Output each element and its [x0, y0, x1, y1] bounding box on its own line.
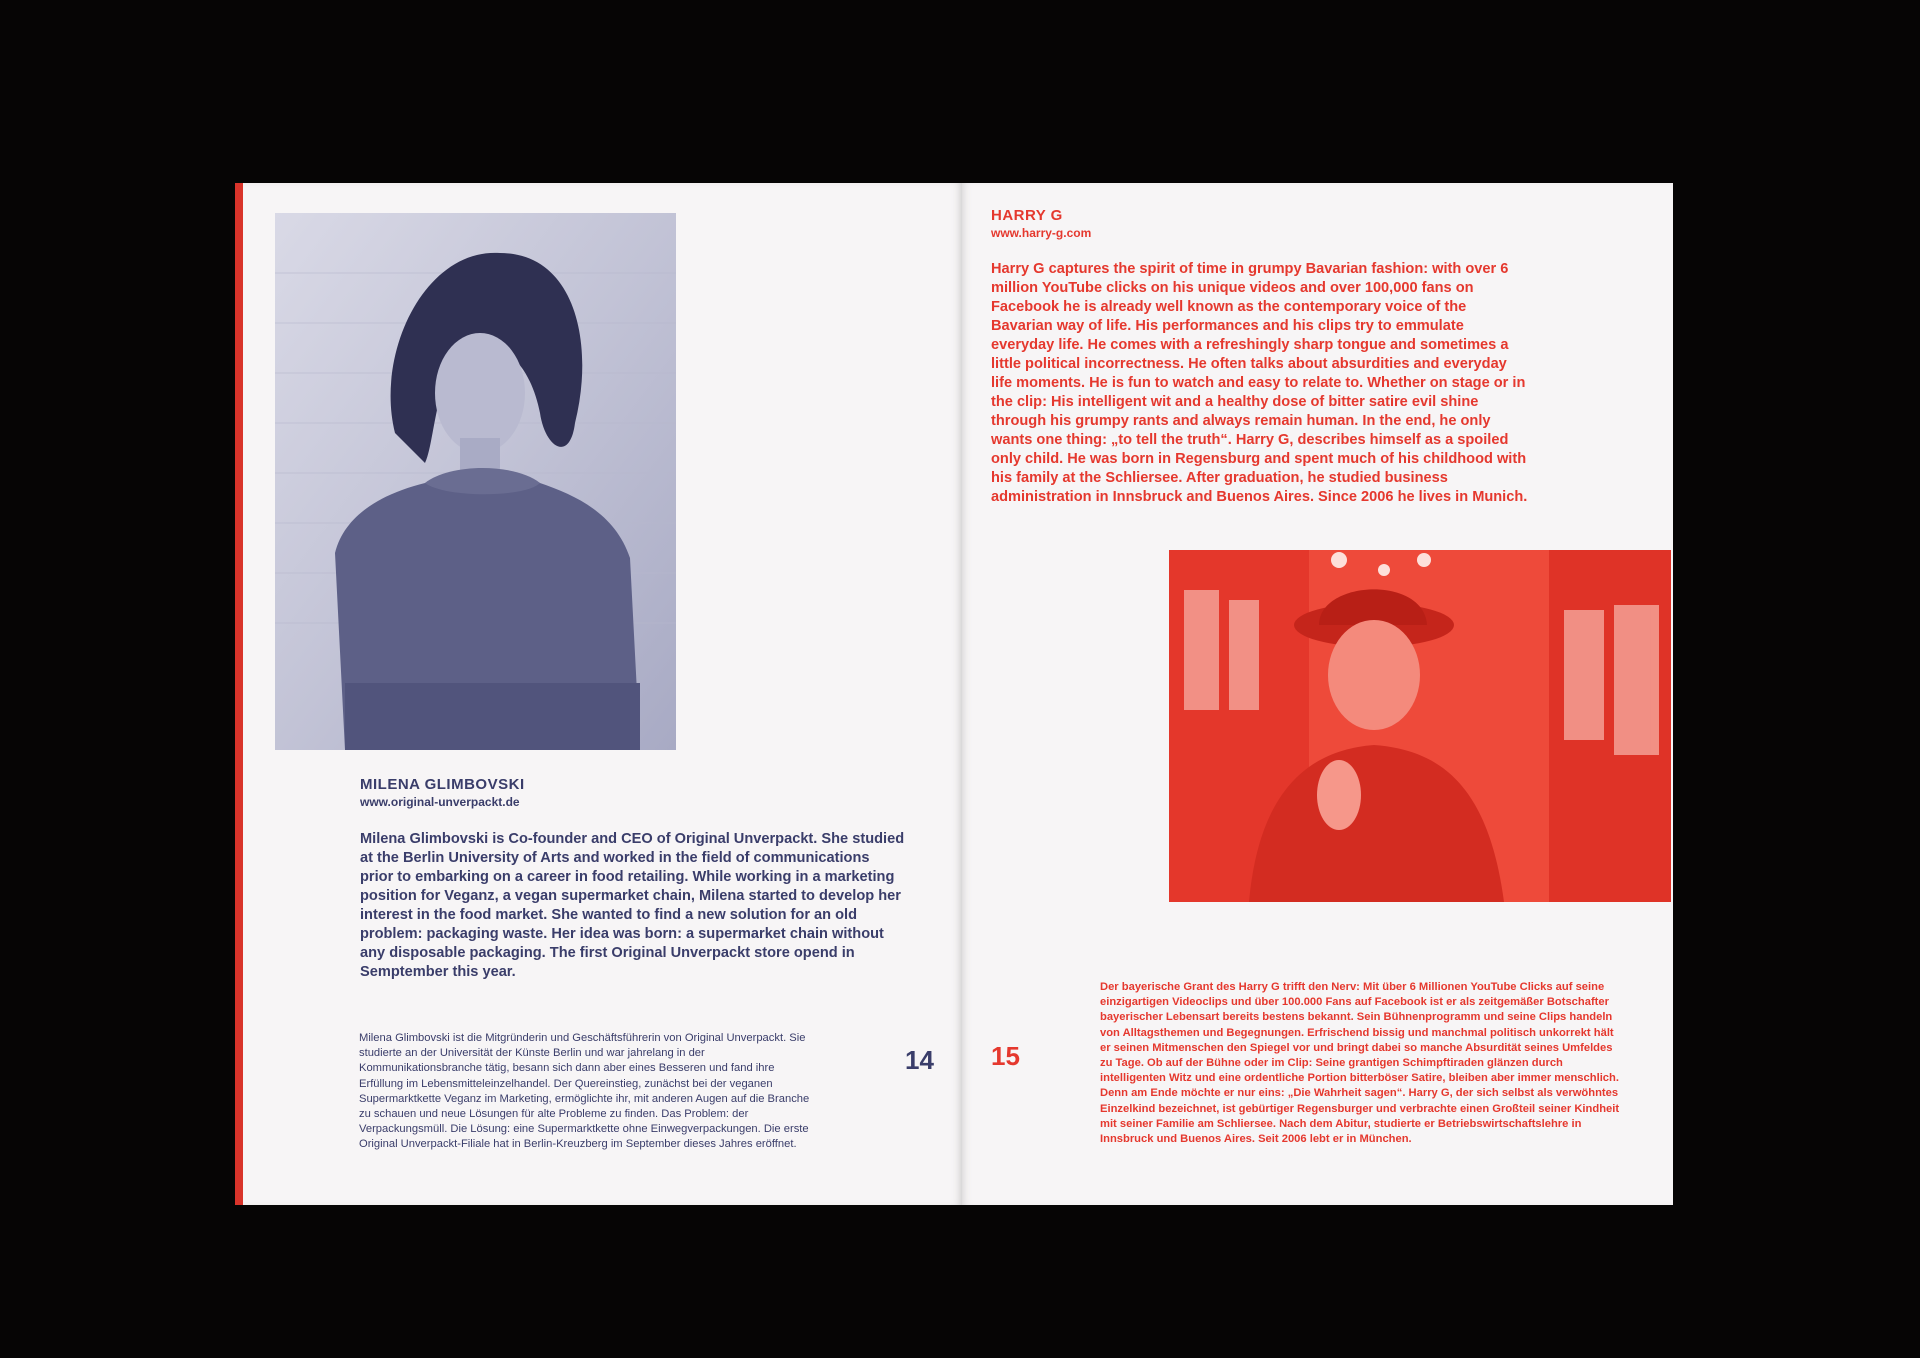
page-number: 14: [905, 1045, 934, 1075]
bio-english: Milena Glimbovski is Co-founder and CEO of Original Unverpackt. She studied at the Berlin University of Arts and worked in the field of communications prior to embarking on a career in food retailing. While working in a marketing position for Veganz, a vegan supermarket chain, Milena started to develop her interest in the food market. She wanted to find a new solution for an old problem: packaging waste. Her idea was born: a supermarket chain without any disposable packaging. The first Original Unverpackt store opend in Semptember this year.: [360, 831, 905, 980]
right-page: [962, 183, 1673, 1205]
bio-english: Harry G captures the spirit of time in grumpy Bavarian fashion: with over 6 million YouTube clicks on his unique videos and over 100,000 fans on Facebook he is already well known as the contemporary voice of the Bavarian way of life. His performances and his clips try to emmulate everyday life. He comes with a refreshingly sharp tongue and sometimes a little political incorrectness. He often talks about absurdities and everyday life moments. He is fun to watch and easy to relate to. Whether on stage or in the clip: His intelligent wit and a healthy dose of bitter satire evil shine through his grumpy rants and always remain human. In the end, he only wants one thing: „to tell the truth“. Harry G, describes himself as a spoiled only child. He was born in Regensburg and spent much of his childhood with his family at the Schliersee. After graduation, he studied business administration in Innsbruck and Buenos Aires. Since 2006 he lives in Munich.: [991, 261, 1528, 505]
person-name: MILENA GLIMBOVSKI: [360, 776, 525, 793]
website-link[interactable]: www.original-unverpackt.de: [360, 795, 520, 809]
left-page: [243, 183, 962, 1205]
portrait-photo-milena: [275, 213, 676, 750]
bio-german: Der bayerische Grant des Harry G trifft den Nerv: Mit über 6 Millionen YouTube Clicks auf seine einzigartigen Videoclips und über 100.000 Fans auf Facebook ist er als zeitgemäßer Botschafter bayerischer Lebensart bereits bestens bekannt. Sein Bühnenprogramm und seine Clips handeln von Alltagsthemen und Begegnungen. Erfrischend bissig und manchmal politisch unkorrekt hält er seinen Mitmenschen den Spiegel vor und bringt dabei so manche Absurdität seines Umfeldes zu Tage. Ob auf der Bühne oder im Clip: Seine grantigen Schimpftiraden glänzen durch intelligenten Witz und eine ordentliche Portion bitterböser Satire, bleiben aber immer menschlich. Denn am Ende möchte er nur eins: „Die Wahrheit sagen“. Harry G, der sich selbst als verwöhntes Einzelkind bezeichnet, ist gebürtiger Regensburger und verbrachte einen Großteil seiner Kindheit mit seiner Familie am Schliersee. Nach dem Abitur, studierte er Betriebswirtschaftslehre in Innsbruck und Buenos Aires. Seit 2006 lebt er in München.: [1100, 981, 1620, 1146]
bio-german: Milena Glimbovski ist die Mitgründerin und Geschäftsführerin von Original Unverpackt. Sie studierte an der Universität der Künste Berlin und war jahrelang in der Kommunikationsbranche tätig, besann sich dann aber eines Besseren und fand ihre Erfüllung im Lebensmitteleinzelhandel. Der Quereinstieg, zunächst bei der veganen Supermarktkette Veganz im Marketing, ermöglichte ihr, mit anderen Augen auf die Branche zu schauen und neue Lösungen für alte Probleme zu finden. Das Problem: der Verpackungsmüll. Die Lösung: eine Supermarktkette ohne Einwegverpackungen. Die erste Original Unverpackt-Filiale hat in Berlin-Kreuzberg im September dieses Jahres eröffnet.: [359, 1032, 810, 1151]
website-link[interactable]: www.harry-g.com: [991, 226, 1092, 240]
portrait-photo-harry: [1169, 550, 1671, 902]
book-edge: [235, 183, 243, 1205]
person-name: HARRY G: [991, 207, 1063, 224]
page-number: 15: [991, 1041, 1020, 1071]
